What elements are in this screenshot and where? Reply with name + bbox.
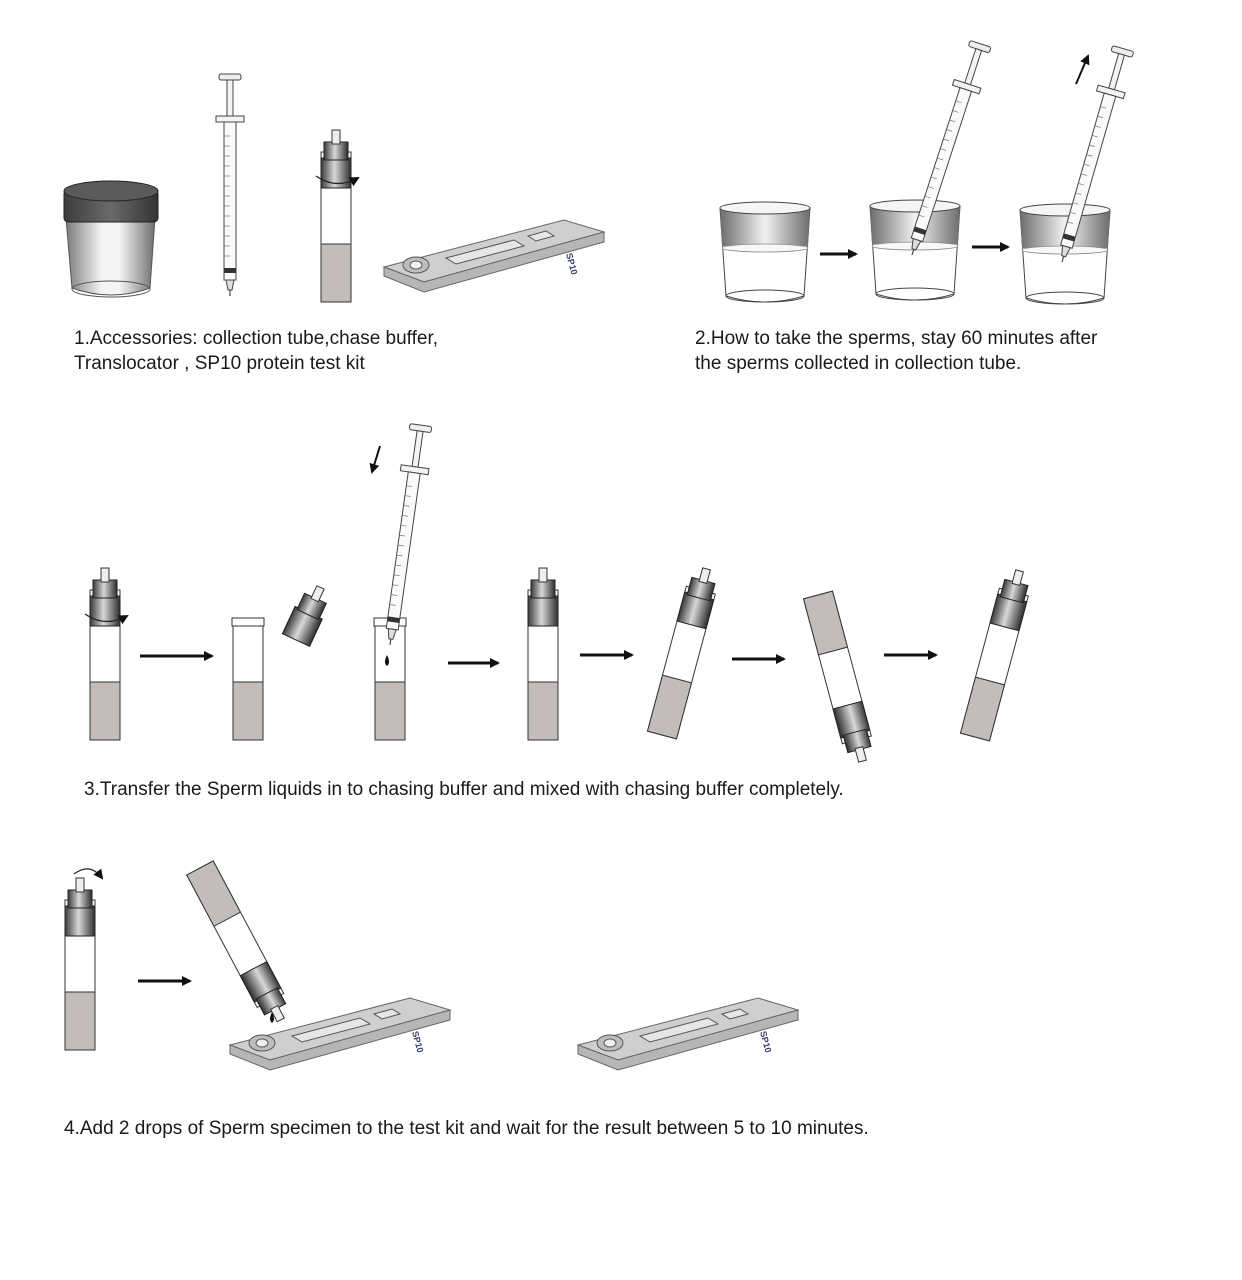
step1-caption-line2: Translocator , SP10 protein test kit [74,353,365,374]
step1-caption-line1: 1.Accessories: collection tube,chase buffer, [74,328,439,349]
step2-caption-line2: the sperms collected in collection tube. [695,353,1022,374]
up-arrow-icon [1076,56,1088,84]
chase-buffer-tube-icon [528,568,558,740]
down-arrow-icon [372,446,380,472]
collection-cup-icon [64,181,158,297]
test-kit-icon [578,998,798,1070]
inverted-tube-icon [187,861,294,1027]
chase-buffer-tube-icon [316,130,358,302]
tilted-tube-icon [648,565,721,739]
step4-illustrations [65,861,798,1070]
syringe-icon [376,423,435,647]
chase-buffer-tube-icon [85,568,127,740]
step3-caption: 3.Transfer the Sperm liquids in to chasing buffer and mixed with chasing buffer completely. [84,779,844,800]
step2-caption [695,326,1097,376]
step1-illustrations [64,74,604,302]
syringe-icon [216,74,244,296]
step1-caption [74,326,438,376]
step2-caption-line1: 2.How to take the sperms, stay 60 minutes after [695,328,1098,349]
test-kit-icon [384,220,604,292]
test-kit-label: SP10 [410,1029,426,1054]
step4-caption: 4.Add 2 drops of Sperm specimen to the test kit and wait for the result between 5 to 10 minutes. [64,1118,869,1139]
test-kit-label: SP10 [564,251,580,276]
step2-illustrations [720,40,1137,304]
chase-buffer-tube-icon [65,869,102,1050]
open-tube-icon [232,618,264,740]
tilted-tube-icon [961,567,1034,741]
beaker-icon [720,202,810,302]
inverted-tube-icon [804,591,877,765]
cap-icon [282,581,334,646]
test-kit-label: SP10 [758,1029,774,1054]
step3-illustrations [85,423,1034,765]
